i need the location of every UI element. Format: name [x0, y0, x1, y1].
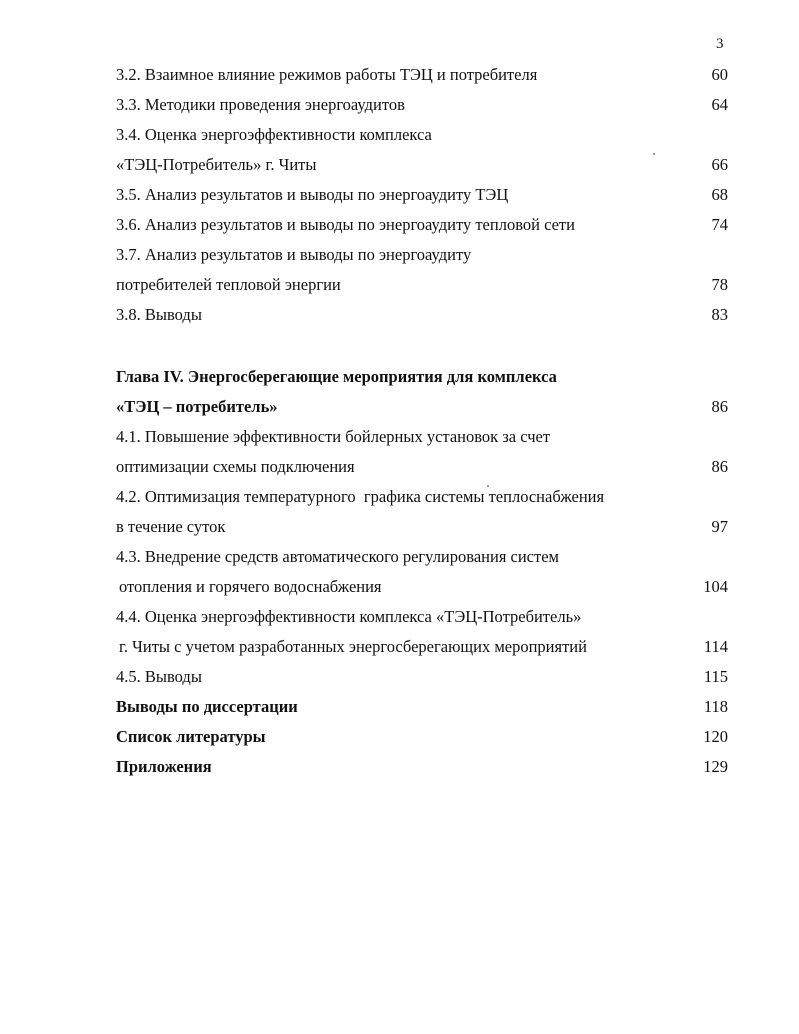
toc-entry-appendices [0, 752, 799, 782]
toc-entry-page: 66 [711, 155, 728, 174]
toc-entry [0, 482, 799, 512]
section-gap [0, 330, 799, 362]
toc-entry [0, 512, 799, 542]
page-number: 3 [716, 36, 724, 52]
chapter-heading [0, 392, 799, 422]
toc-entry-page: 114 [703, 637, 728, 656]
toc-entry-title: Приложения [116, 757, 212, 776]
toc-entry-title: 3.6. Анализ результатов и выводы по энергоаудиту тепловой сети [116, 215, 575, 234]
toc-entry-title: Выводы по диссертации [116, 697, 298, 716]
toc-entry-title: в течение суток [116, 517, 226, 536]
toc-entry [0, 632, 799, 662]
toc-entry-references [0, 722, 799, 752]
toc-entry [0, 180, 799, 210]
toc-entry-page: 86 [711, 397, 728, 416]
toc-entry [0, 210, 799, 240]
toc-entry [0, 240, 799, 270]
toc-entry-title: 4.4. Оценка энергоэффективности комплекса «ТЭЦ-Потребитель» [116, 607, 582, 626]
toc-entry-title: 3.4. Оценка энергоэффективности комплекса [116, 125, 432, 144]
toc-entry-title: 3.7. Анализ результатов и выводы по энергоаудиту [116, 245, 472, 264]
toc-entry-title: потребителей тепловой энергии [116, 275, 341, 294]
toc-entry-title: 3.3. Методики проведения энергоаудитов [116, 95, 405, 114]
toc-entry-page: 118 [703, 697, 728, 716]
toc-entry [0, 422, 799, 452]
toc-entry [0, 270, 799, 300]
toc-entry [0, 602, 799, 632]
toc-entry-title: отопления и горячего водоснабжения [119, 577, 382, 596]
toc-entry-page: 129 [703, 757, 728, 776]
toc-entry-title: Глава IV. Энергосберегающие мероприятия для комплекса [116, 367, 557, 386]
toc-entry-title: 4.3. Внедрение средств автоматического регулирования систем [116, 547, 559, 566]
toc-entry-title: 4.1. Повышение эффективности бойлерных установок за счет [116, 427, 551, 446]
toc-entry [0, 300, 799, 330]
toc-entry [0, 90, 799, 120]
toc-entry-title: «ТЭЦ – потребитель» [116, 397, 278, 416]
toc-entry-page: 68 [711, 185, 728, 204]
toc-entry-title: 3.2. Взаимное влияние режимов работы ТЭЦ и потребителя [116, 65, 538, 84]
toc-entry [0, 572, 799, 602]
toc-entry-title: Список литературы [116, 727, 266, 746]
toc-entry-page: 60 [711, 65, 728, 84]
toc-entry-title: оптимизации схемы подключения [116, 457, 355, 476]
toc-entry-page: 104 [703, 577, 728, 596]
toc-entry-title: г. Читы с учетом разработанных энергосберегающих мероприятий [119, 637, 587, 656]
toc-entry-page: 83 [711, 305, 728, 324]
toc-entry [0, 150, 799, 180]
toc-entry-page: 115 [703, 667, 728, 686]
toc-entry-title: «ТЭЦ-Потребитель» г. Читы [116, 155, 317, 174]
toc-entry-title: 4.2. Оптимизация температурного графика системы теплоснабжения [116, 487, 605, 506]
toc-entry-title: 3.8. Выводы [116, 305, 202, 324]
toc-entry-conclusions [0, 692, 799, 722]
toc-entry-title: 3.5. Анализ результатов и выводы по энергоаудиту ТЭЦ [116, 185, 509, 204]
toc-entry-page: 64 [711, 95, 728, 114]
toc-entry [0, 452, 799, 482]
toc-entry-page: 120 [703, 727, 728, 746]
toc-entry-page: 86 [711, 457, 728, 476]
toc-entry-title: 4.5. Выводы [116, 667, 202, 686]
toc-entry-page: 97 [711, 517, 728, 536]
toc-entry-page: 78 [711, 275, 728, 294]
toc-entry [0, 60, 799, 90]
toc-entry [0, 662, 799, 692]
toc-entry [0, 120, 799, 150]
toc-entry [0, 542, 799, 572]
table-of-contents [0, 60, 799, 782]
chapter-heading [0, 362, 799, 392]
toc-entry-page: 74 [711, 215, 728, 234]
